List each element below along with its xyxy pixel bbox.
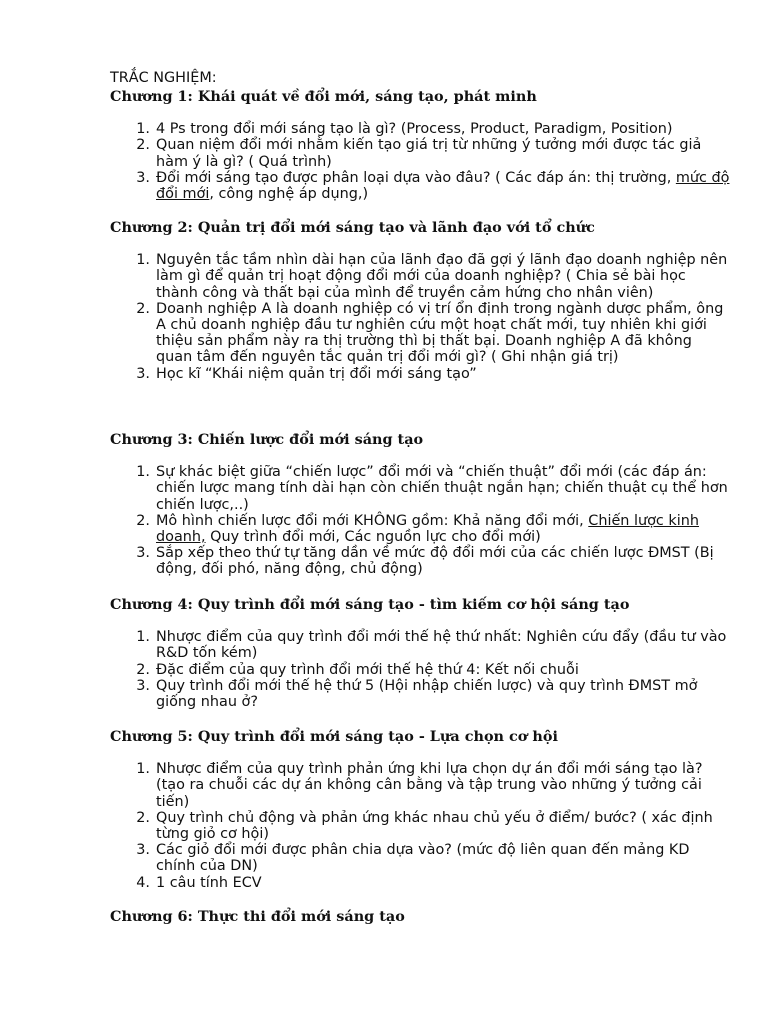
question-number: 3. xyxy=(136,545,150,562)
question-number: 4. xyxy=(136,874,150,891)
question-text: Nhược điểm của quy trình đổi mới thế hệ thứ nhất: Nghiên cứu đẩy (đầu tư vào R&D tốn kém) xyxy=(156,629,727,662)
question-number: 2. xyxy=(136,809,150,826)
question-text: Đặc điểm của quy trình đổi mới thế hệ thứ 4: Kết nối chuỗi xyxy=(156,661,579,678)
question-text: 4 Ps trong đổi mới sáng tạo là gì? (Process, Product, Paradigm, Position) xyxy=(156,121,673,138)
chapter-2 xyxy=(110,220,731,382)
chapter-4 xyxy=(110,597,731,710)
question-text: Sự khác biệt giữa “chiến lược” đổi mới và “chiến thuật” đổi mới (các đáp án: chiến lược mang tính dài hạn còn chiến thuật ngắn hạn; chiến thuật cụ thể hơn chiến lược,..) xyxy=(156,464,728,513)
question-item xyxy=(110,137,731,169)
question-number: 3. xyxy=(136,842,150,859)
chapter-5 xyxy=(110,729,731,891)
question-item xyxy=(110,121,731,137)
question-text: Quy trình chủ động và phản ứng khác nhau chủ yếu ở điểm/ bước? ( xác định từng giỏ cơ hội) xyxy=(156,809,713,843)
question-number: 1. xyxy=(136,464,150,481)
question-number: 1. xyxy=(136,121,150,138)
question-text: Doanh nghiệp A là doanh nghiệp có vị trí ổn định trong ngành dược phẩm, ông A chủ doanh nghiệp đầu tư nghiên cứu một hoạt chất mới, tuy nhiên khi giới thiệu sản phẩm này ra thị trường thì bị thất bại. Doanh nghiệp A đã không quan tâm đến nguyên tắc quản trị đổi mới gì? ( Ghi nhận giá trị) xyxy=(156,300,724,366)
question-text: Học kĩ “Khái niệm quản trị đổi mới sáng tạo” xyxy=(156,365,477,382)
chapter-1 xyxy=(110,89,731,202)
question-text: Quy trình đổi mới thế hệ thứ 5 (Hội nhập chiến lược) và quy trình ĐMST mở giống nhau ở? xyxy=(156,677,698,711)
question-text: Quy trình đổi mới, Các nguồn lực cho đổi mới) xyxy=(205,529,541,546)
question-text: Sắp xếp theo thứ tự tăng dần về mức độ đổi mới của các chiến lược ĐMST (Bị động, đối phó, năng động, chủ động) xyxy=(156,545,714,578)
question-item xyxy=(110,761,731,810)
question-list xyxy=(110,464,731,577)
question-text: , công nghệ áp dụng,) xyxy=(209,186,369,203)
underlined-answer: mức độ đổi mới xyxy=(156,169,730,203)
question-item xyxy=(110,301,731,366)
question-item xyxy=(110,810,731,842)
question-item xyxy=(110,252,731,301)
question-item xyxy=(110,545,731,577)
question-text: Quan niệm đổi mới nhằm kiến tạo giá trị từ những ý tưởng mới được tác giả hàm ý là gì? ( Quá trình) xyxy=(156,137,702,170)
question-text: 1 câu tính ECV xyxy=(156,874,262,891)
chapter-heading: Chương 3: Chiến lược đổi mới sáng tạo xyxy=(110,431,424,448)
question-number: 1. xyxy=(136,761,150,778)
chapter-heading: Chương 6: Thực thi đổi mới sáng tạo xyxy=(110,908,405,925)
underlined-answer: Chiến lược kinh doanh, xyxy=(156,512,699,546)
question-number: 1. xyxy=(136,252,150,269)
question-number: 2. xyxy=(136,300,150,317)
question-number: 2. xyxy=(136,137,150,154)
chapter-heading: Chương 5: Quy trình đổi mới sáng tạo - Lựa chọn cơ hội xyxy=(110,728,558,745)
question-text: Nguyên tắc tầm nhìn dài hạn của lãnh đạo đã gợi ý lãnh đạo doanh nghiệp nên làm gì để quản trị hoạt động đổi mới của doanh nghiệp? ( Chia sẻ bài học thành công và thất bại của mình để truyền cảm hứng cho nhân viên) xyxy=(156,252,728,301)
question-item xyxy=(110,366,731,382)
question-text: Mô hình chiến lược đổi mới KHÔNG gồm: Khả năng đổi mới, xyxy=(156,512,589,529)
question-item xyxy=(110,662,731,678)
chapter-3 xyxy=(110,432,731,578)
chapter-6 xyxy=(110,909,405,941)
chapter-heading: Chương 1: Khái quát về đổi mới, sáng tạo, phát minh xyxy=(110,88,537,105)
question-item xyxy=(110,678,731,710)
question-list xyxy=(110,121,731,202)
question-item xyxy=(110,170,731,202)
question-number: 3. xyxy=(136,677,150,694)
question-number: 2. xyxy=(136,512,150,529)
question-item xyxy=(110,842,731,874)
question-number: 2. xyxy=(136,661,150,678)
document-title: TRẮC NGHIỆM: xyxy=(110,70,217,86)
question-text: Đổi mới sáng tạo được phân loại dựa vào đâu? ( Các đáp án: thị trường, xyxy=(156,169,676,186)
question-item xyxy=(110,875,731,891)
question-item xyxy=(110,464,731,513)
question-list xyxy=(110,252,731,382)
question-number: 1. xyxy=(136,629,150,646)
question-item xyxy=(110,513,731,545)
question-number: 3. xyxy=(136,169,150,186)
chapter-heading: Chương 4: Quy trình đổi mới sáng tạo - tìm kiếm cơ hội sáng tạo xyxy=(110,596,630,613)
question-item xyxy=(110,629,731,661)
question-text: Các giỏ đổi mới được phân chia dựa vào? (mức độ liên quan đến mảng KD chính của DN) xyxy=(156,842,690,875)
question-list xyxy=(110,629,731,710)
question-number: 3. xyxy=(136,365,150,382)
chapter-heading: Chương 2: Quản trị đổi mới sáng tạo và lãnh đạo với tổ chức xyxy=(110,219,595,236)
question-text: Nhược điểm của quy trình phản ứng khi lựa chọn dự án đổi mới sáng tạo là? (tạo ra chuỗi các dự án không cân bằng và tập trung vào những ý tưởng cải tiến) xyxy=(156,761,703,810)
question-list xyxy=(110,761,731,891)
